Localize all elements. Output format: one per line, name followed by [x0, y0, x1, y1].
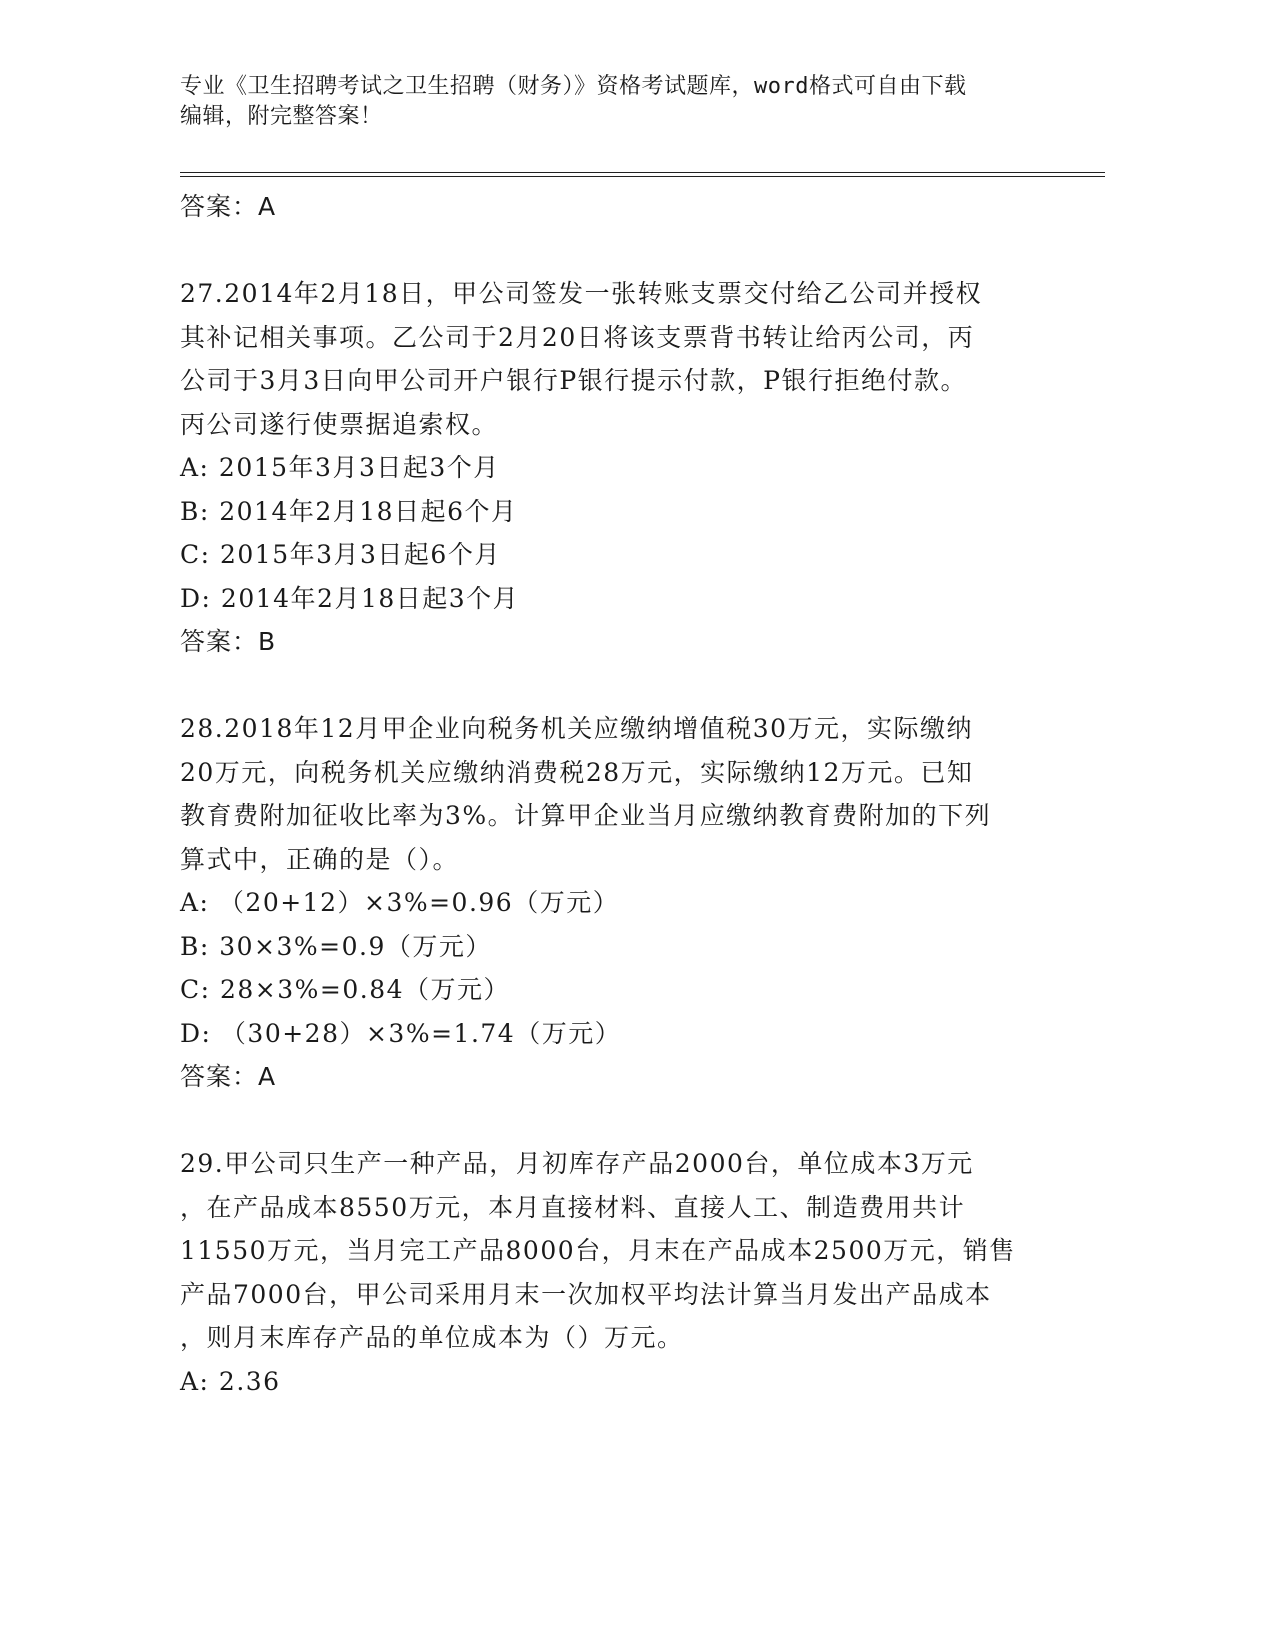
question-answer: 答案：A	[180, 1062, 277, 1091]
question-stem-line: 公司于3月3日向甲公司开户银行P银行提示付款，P银行拒绝付款。	[180, 366, 967, 395]
question-27	[180, 272, 1040, 664]
question-stem-line: 算式中，正确的是（）。	[180, 844, 460, 874]
question-stem-line: ，在产品成本8550万元，本月直接材料、直接人工、制造费用共计	[180, 1192, 966, 1222]
previous-answer: 答案：A	[180, 192, 277, 221]
question-stem-line: 丙公司遂行使票据追索权。	[180, 409, 499, 439]
option-d: D: （30+28）×3%=1.74（万元）	[180, 1018, 622, 1048]
question-stem-line: 其补记相关事项。乙公司于2月20日将该支票背书转让给丙公司，丙	[180, 322, 975, 352]
question-stem-line: ，则月末库存产品的单位成本为（）万元。	[180, 1323, 684, 1352]
question-stem-line: 28.2018年12月甲企业向税务机关应缴纳增值税30万元，实际缴纳	[180, 714, 974, 743]
option-a: A: （20+12）×3%=0.96（万元）	[180, 888, 620, 917]
question-stem-line: 11550万元，当月完工产品8000台，月末在产品成本2500万元，销售	[180, 1236, 1016, 1265]
question-stem-line: 27.2014年2月18日，甲公司签发一张转账支票交付给乙公司并授权	[180, 279, 983, 308]
spacer	[180, 664, 1040, 708]
option-a: A: 2.36	[180, 1366, 281, 1396]
question-stem-line: 产品7000台，甲公司采用月末一次加权平均法计算当月发出产品成本	[180, 1279, 992, 1309]
header-divider-top	[180, 172, 1105, 173]
option-c: C: 2015年3月3日起6个月	[180, 540, 501, 569]
option-b: B: 30×3%=0.9（万元）	[180, 931, 492, 961]
question-29	[180, 1142, 1040, 1403]
header-line-1: 专业《卫生招聘考试之卫生招聘（财务）》资格考试题库，word格式可自由下载	[180, 74, 967, 99]
header-divider-bottom	[180, 176, 1105, 177]
option-b: B: 2014年2月18日起6个月	[180, 496, 518, 526]
option-c: C: 28×3%=0.84（万元）	[180, 975, 511, 1004]
option-d: D: 2014年2月18日起3个月	[180, 583, 520, 613]
question-28	[180, 707, 1040, 1099]
question-answer: 答案：B	[180, 627, 277, 656]
question-content	[180, 185, 1040, 1403]
question-stem-line: 教育费附加征收比率为3%。计算甲企业当月应缴纳教育费附加的下列	[180, 801, 992, 830]
question-stem-line: 29.甲公司只生产一种产品，月初库存产品2000台，单位成本3万元	[180, 1149, 974, 1178]
document-header	[180, 72, 1080, 132]
option-a: A: 2015年3月3日起3个月	[180, 453, 500, 482]
spacer	[180, 229, 1040, 273]
question-stem-line: 20万元，向税务机关应缴纳消费税28万元，实际缴纳12万元。已知	[180, 757, 974, 787]
spacer	[180, 1099, 1040, 1143]
header-line-2: 编辑，附完整答案！	[180, 104, 383, 129]
